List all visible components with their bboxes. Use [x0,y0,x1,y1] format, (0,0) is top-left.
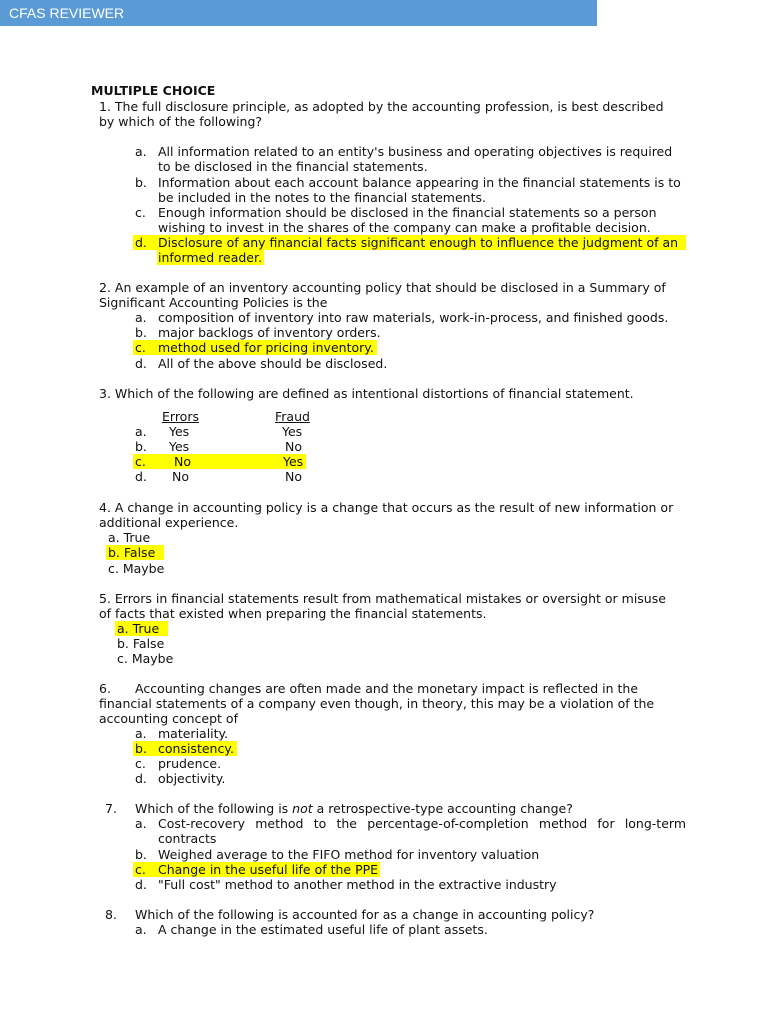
banner-title: CFAS REVIEWER [9,5,125,21]
column-header-errors: Errors [162,409,199,424]
option-letter: b. [135,847,147,862]
option-letter: c. [135,862,146,877]
option-letter: d. [135,469,147,484]
option-letter: a. [135,726,147,741]
option-letter: c. [135,340,146,355]
question-stem: Which of the following is not a retrospective-type accounting change? [135,801,573,816]
option-letter: a. [135,310,147,325]
option-letter: b. [135,325,147,340]
errors-value: Yes [169,439,190,454]
option-text: to be disclosed in the financial statements. [158,159,428,174]
option-text: c. Maybe [108,561,165,576]
option-letter: c. [135,756,146,771]
option-text: Information about each account balance appearing in the financial statements is to [158,175,681,190]
option-text: a. True [108,530,151,545]
option-text: wishing to invest in the shares of the company can make a profitable decision. [158,220,651,235]
document-banner [0,0,597,26]
option-text: A change in the estimated useful life of plant assets. [158,922,488,937]
option-text: composition of inventory into raw materials, work-in-process, and finished goods. [158,310,669,325]
question-stem: Significant Accounting Policies is the [99,295,328,310]
option-letter: d. [135,235,147,250]
option-text: All information related to an entity's business and operating objectives is required [158,144,673,159]
question-stem: 4. A change in accounting policy is a change that occurs as the result of new information or [99,500,674,515]
fraud-value: Yes [283,454,304,469]
question-number: 7. [105,801,117,816]
section-heading: MULTIPLE CHOICE [91,83,216,98]
option-text: b. False [108,545,156,560]
option-text: Disclosure of any financial facts significant enough to influence the judgment of an [158,235,679,250]
highlighted-answer [133,454,306,469]
question-stem: 1. The full disclosure principle, as adopted by the accounting profession, is best described [99,99,664,114]
option-text: informed reader. [158,250,262,265]
option-text: Enough information should be disclosed in the financial statements so a person [158,205,657,220]
column-header-fraud: Fraud [275,409,310,424]
question-number: 6. [99,681,111,696]
question-stem: accounting concept of [99,711,238,726]
question-stem: 2. An example of an inventory accounting policy that should be disclosed in a Summary of [99,280,666,295]
option-letter: d. [135,771,147,786]
option-text: All of the above should be disclosed. [158,356,388,371]
option-text: method used for pricing inventory. [158,340,374,355]
option-letter: b. [135,439,147,454]
option-letter: d. [135,356,147,371]
option-letter: d. [135,877,147,892]
question-stem: financial statements of a company even though, in theory, this may be a violation of the [99,696,655,711]
question-stem: 5. Errors in financial statements result from mathematical mistakes or oversight or misuse [99,591,666,606]
fraud-value: No [285,469,302,484]
option-text: "Full cost" method to another method in the extractive industry [158,877,557,892]
option-text: be included in the notes to the financial statements. [158,190,486,205]
option-letter: c. [135,205,146,220]
question-stem: by which of the following? [99,114,263,129]
fraud-value: No [285,439,302,454]
option-text: major backlogs of inventory orders. [158,325,381,340]
question-stem: of facts that existed when preparing the financial statements. [99,606,487,621]
option-letter: a. [135,144,147,159]
option-text: contracts [158,831,217,846]
option-text: Weighed average to the FIFO method for inventory valuation [158,847,540,862]
option-text: consistency. [158,741,234,756]
question-stem: Which of the following is accounted for as a change in accounting policy? [135,907,595,922]
question-stem: Accounting changes are often made and the monetary impact is reflected in the [135,681,639,696]
option-text: objectivity. [158,771,226,786]
option-text: Change in the useful life of the PPE [158,862,379,877]
option-text: b. False [117,636,165,651]
errors-value: No [172,469,189,484]
question-stem: 3. Which of the following are defined as intentional distortions of financial statement. [99,386,634,401]
option-letter: c. [135,454,146,469]
question-stem: additional experience. [99,515,239,530]
option-text: Cost-recovery method to the percentage-of-completion method for long-term [158,816,686,831]
option-letter: a. [135,424,147,439]
option-text: prudence. [158,756,222,771]
option-text: a. True [117,621,160,636]
errors-value: Yes [169,424,190,439]
option-letter: a. [135,816,147,831]
question-number: 8. [105,907,117,922]
errors-value: No [174,454,191,469]
fraud-value: Yes [282,424,303,439]
option-letter: b. [135,741,147,756]
option-letter: a. [135,922,147,937]
option-text: c. Maybe [117,651,174,666]
option-text: materiality. [158,726,229,741]
option-letter: b. [135,175,147,190]
